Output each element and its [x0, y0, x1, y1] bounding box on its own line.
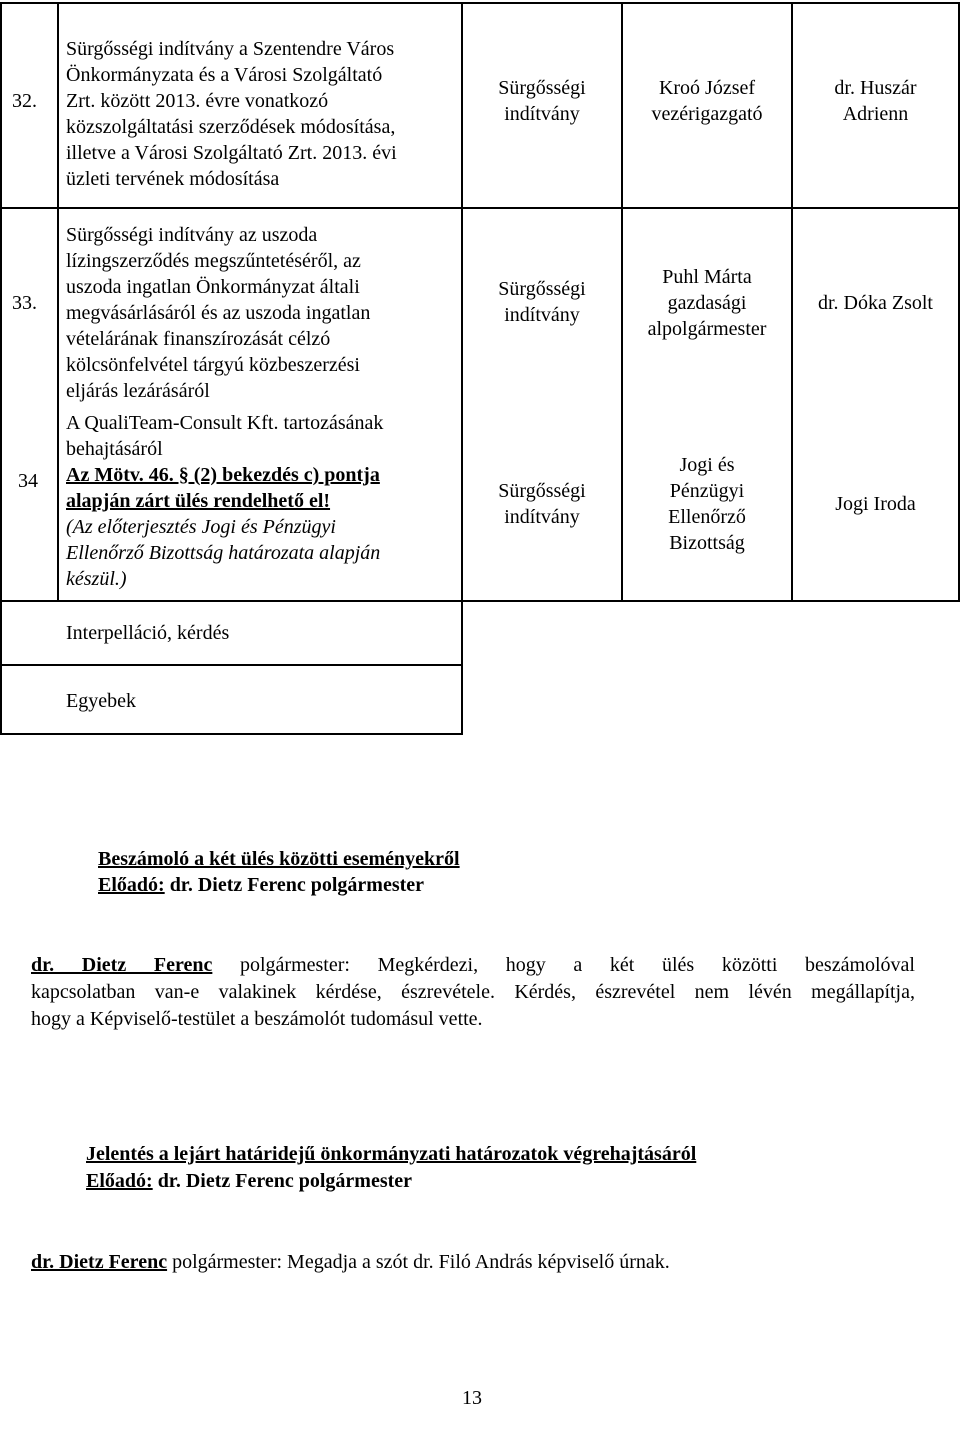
- row-type: Sürgősségi indítvány: [498, 77, 586, 125]
- row-subject: A QualiTeam-Consult Kft. tartozásának behajtásáról Az Mötv. 46. § (2) bekezdés c) pontja alapján zárt ülés rendelhető el! (Az előterjesztés Jogi és Pénzügyi Ellenőrző Bizottság határozata alapján készül.): [66, 412, 384, 590]
- row-presenter: Puhl Márta gazdasági alpolgármester: [647, 266, 767, 340]
- table-left-border: [0, 2, 2, 735]
- row-type: Sürgősségi indítvány: [498, 480, 586, 528]
- other-row: Egyebek: [66, 690, 136, 712]
- presenter-line: [98, 872, 424, 898]
- section-heading: Jelentés a lejárt határidejű önkormányzati határozatok végrehajtásáról: [86, 1143, 697, 1165]
- table-bottom-border: [0, 733, 463, 735]
- row-responsible: Jogi Iroda: [835, 493, 916, 515]
- interpellation-row: Interpelláció, kérdés: [66, 622, 230, 644]
- speaker-name: dr. Dietz Ferenc: [31, 954, 213, 976]
- row-subject: Sürgősségi indítvány az uszoda lízingszerződés megszűntetéséről, az uszoda ingatlan Önkormányzat általi megvásárlásáról és az uszoda ingatlan vételárának finanszírozását célzó kölcsönfelvétel tárgyú közbeszerzési eljárás lezárásáról: [66, 224, 371, 402]
- presenter-label: Előadó:: [86, 1170, 153, 1192]
- table-top-border: [0, 2, 960, 4]
- speaker-name: dr. Dietz Ferenc: [31, 1251, 168, 1273]
- row-divider: [0, 600, 960, 602]
- col-divider: [57, 2, 59, 602]
- presenter-name: dr. Dietz Ferenc polgármester: [152, 1170, 413, 1192]
- row-responsible: dr. Huszár Adrienn: [834, 77, 917, 125]
- section-text: dr. Dietz Ferenc polgármester: Megadja a szót dr. Filó András képviselő úrnak.: [31, 1251, 670, 1273]
- presenter-name: dr. Dietz Ferenc polgármester: [164, 874, 425, 896]
- row-number: 32.: [12, 90, 37, 112]
- row-number: 33.: [12, 292, 37, 314]
- row-type: Sürgősségi indítvány: [498, 278, 586, 326]
- row-subject: Sürgősségi indítvány a Szentendre Város Önkormányzata és a Városi Szolgáltató Zrt. között 2013. évre vonatkozó közszolgáltatási szerződések módosítása, illetve a Városi Szolgáltató Zrt. 2013. évi üzleti tervének módosítása: [66, 38, 397, 190]
- row-number: 34: [18, 470, 38, 492]
- row-presenter: Kroó József vezérigazgató: [651, 77, 763, 125]
- presenter-line: [86, 1168, 412, 1194]
- row-divider: [0, 664, 463, 666]
- row-divider: [0, 207, 960, 209]
- page-number: 13: [462, 1387, 482, 1409]
- section-heading: Beszámoló a két ülés közötti eseményekről: [98, 848, 460, 870]
- presenter-label: Előadó:: [98, 874, 165, 896]
- section-text: dr. Dietz Ferenc polgármester: Megkérdezi, hogy a két ülés közötti beszámolóval kapcsolatban van-e valakinek kérdése, észrevétele. Kérdés, észrevétel nem lévén megállapítja, hogy a Képviselő-testület a beszámolót tudomásul vette.: [31, 954, 915, 1030]
- row-responsible: dr. Dóka Zsolt: [818, 292, 933, 314]
- row-presenter: Jogi és Pénzügyi Ellenőrző Bizottság: [668, 454, 746, 554]
